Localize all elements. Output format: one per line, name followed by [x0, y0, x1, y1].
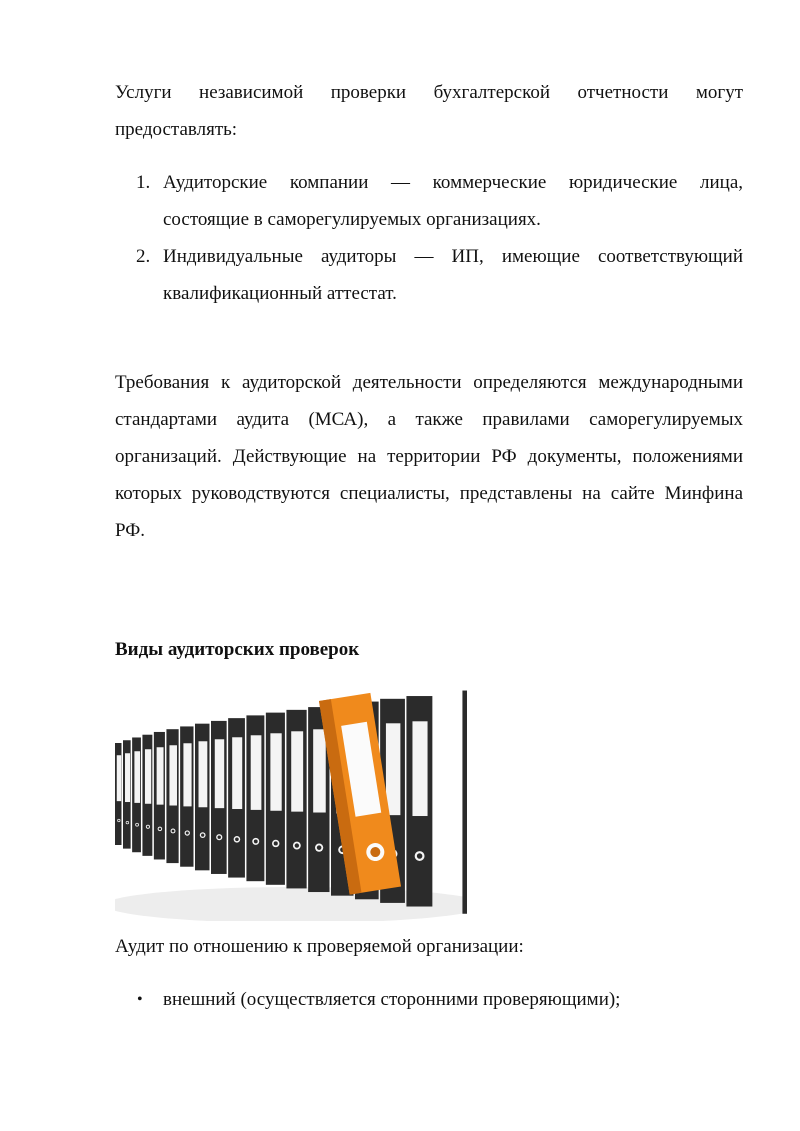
binder-label [117, 755, 121, 801]
binder-label [232, 737, 242, 809]
spacer [115, 549, 743, 631]
binder-ring-hole [118, 820, 120, 822]
binder-label [183, 743, 191, 806]
binder-label [134, 751, 140, 803]
binder-label [157, 747, 164, 804]
binder-ring-hole [136, 824, 138, 826]
list-item: Индивидуальные аудиторы — ИП, имеющие соответствующий квалификационный аттестат. [163, 246, 743, 304]
binder [462, 691, 467, 914]
document-page [115, 74, 743, 1018]
binder-ring-hole [126, 822, 128, 824]
binder-ring-hole [218, 836, 221, 839]
binder-label [251, 735, 262, 810]
binder-label [169, 745, 177, 805]
binder-label [215, 739, 224, 808]
list-item: Аудиторские компании — коммерческие юридические лица, состоящие в саморегулируемых организациях. [163, 172, 743, 230]
binder-label [199, 741, 208, 807]
providers-list [115, 164, 743, 312]
binder-label [125, 753, 130, 802]
audit-types-list [115, 981, 743, 1018]
section-heading: Виды аудиторских проверок [115, 639, 360, 660]
binders-image [115, 683, 467, 921]
binder-ring-hole [254, 839, 258, 843]
binder-label [386, 723, 400, 815]
binder-label [291, 731, 303, 811]
list-item: • внешний (осуществляется сторонними проверяющими); [163, 981, 743, 1018]
intro-paragraph: Услуги независимой проверки бухгалтерской отчетности могут предоставлять: [115, 82, 743, 140]
binder-label [313, 729, 326, 812]
binder-ring-hole [317, 845, 322, 850]
binder-ring-hole [274, 841, 278, 845]
binder-label [145, 749, 151, 804]
binder-ring-hole [147, 826, 149, 828]
binder-ring-hole [159, 828, 162, 831]
binder-ring-hole [172, 830, 175, 833]
spacer [115, 312, 743, 364]
binder-ring-hole [201, 834, 204, 837]
binder-ring-hole [186, 832, 189, 835]
audit-types-lead: Аудит по отношению к проверяемой организации: [115, 936, 524, 957]
binder-label [412, 721, 427, 816]
binder-ring-hole [295, 843, 299, 847]
binder-ring-hole [235, 837, 239, 841]
binder-label [270, 733, 281, 810]
binders-photo-icon [115, 683, 467, 921]
binder-ring-hole [417, 853, 422, 858]
requirements-paragraph: Требования к аудиторской деятельности определяются международными стандартами аудита (МСА), а также правилами саморегулируемых организаций. Действующие на территории РФ документы, положениями которых руководствуются специалисты, представлены на сайте Минфина РФ. [115, 372, 743, 541]
